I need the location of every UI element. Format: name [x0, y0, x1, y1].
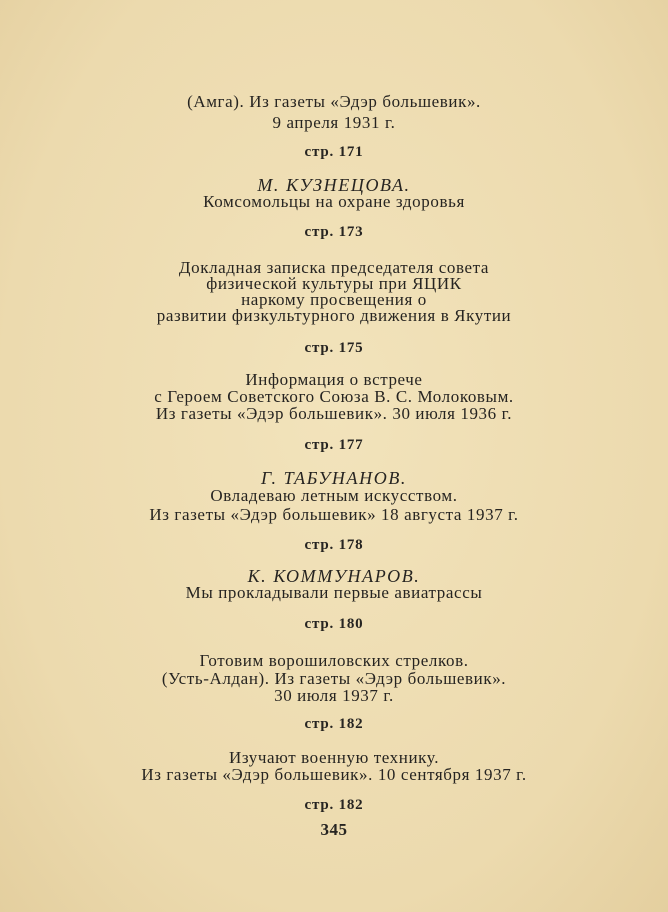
- page-reference: стр. 171: [304, 144, 364, 160]
- entry-line: Готовим ворошиловских стрелков.: [199, 651, 469, 670]
- page-reference: стр. 175: [304, 340, 364, 356]
- entry-line: Овладеваю летным искусством.: [210, 486, 458, 505]
- entry-line: Комсомольцы на охране здоровья: [203, 192, 465, 211]
- entry-line: 30 июля 1937 г.: [274, 686, 394, 705]
- page-number: 345: [320, 820, 348, 839]
- page-reference: стр. 180: [304, 616, 364, 632]
- entry-line: Докладная записка председателя совета: [178, 258, 490, 277]
- author-name: М. КУЗНЕЦОВА.: [257, 175, 411, 195]
- page-reference: стр. 173: [304, 224, 364, 240]
- entry-line: Из газеты «Эдэр большевик». 10 сентября 1937 г.: [141, 765, 527, 784]
- entry-line: Из газеты «Эдэр большевик». 30 июля 1936 г.: [155, 404, 513, 423]
- entry-line: (Усть-Алдан). Из газеты «Эдэр большевик».: [161, 669, 507, 688]
- author-name: К. КОММУНАРОВ.: [247, 566, 421, 586]
- entry-line: с Героем Советского Союза В. С. Молоковым.: [154, 387, 514, 406]
- entry-line: физической культуры при ЯЦИК: [206, 274, 462, 293]
- entry-line: Информация о встрече: [245, 370, 423, 389]
- entry-line: (Амга). Из газеты «Эдэр большевик».: [187, 92, 481, 111]
- author-name: Г. ТАБУНАНОВ.: [260, 468, 408, 488]
- entry-line: развитии физкультурного движения в Якутии: [156, 306, 512, 325]
- page-reference: стр. 178: [304, 537, 364, 553]
- entry-line: Из газеты «Эдэр большевик» 18 августа 1937 г.: [149, 505, 519, 524]
- entry-line: наркому просвещения о: [241, 290, 427, 309]
- page-reference: стр. 177: [304, 437, 364, 453]
- entry-line: Мы прокладывали первые авиатрассы: [185, 583, 483, 602]
- entry-line: Изучают военную технику.: [228, 748, 440, 767]
- page-reference: стр. 182: [304, 797, 364, 813]
- page-reference: стр. 182: [304, 716, 364, 732]
- entry-line: 9 апреля 1931 г.: [272, 113, 396, 132]
